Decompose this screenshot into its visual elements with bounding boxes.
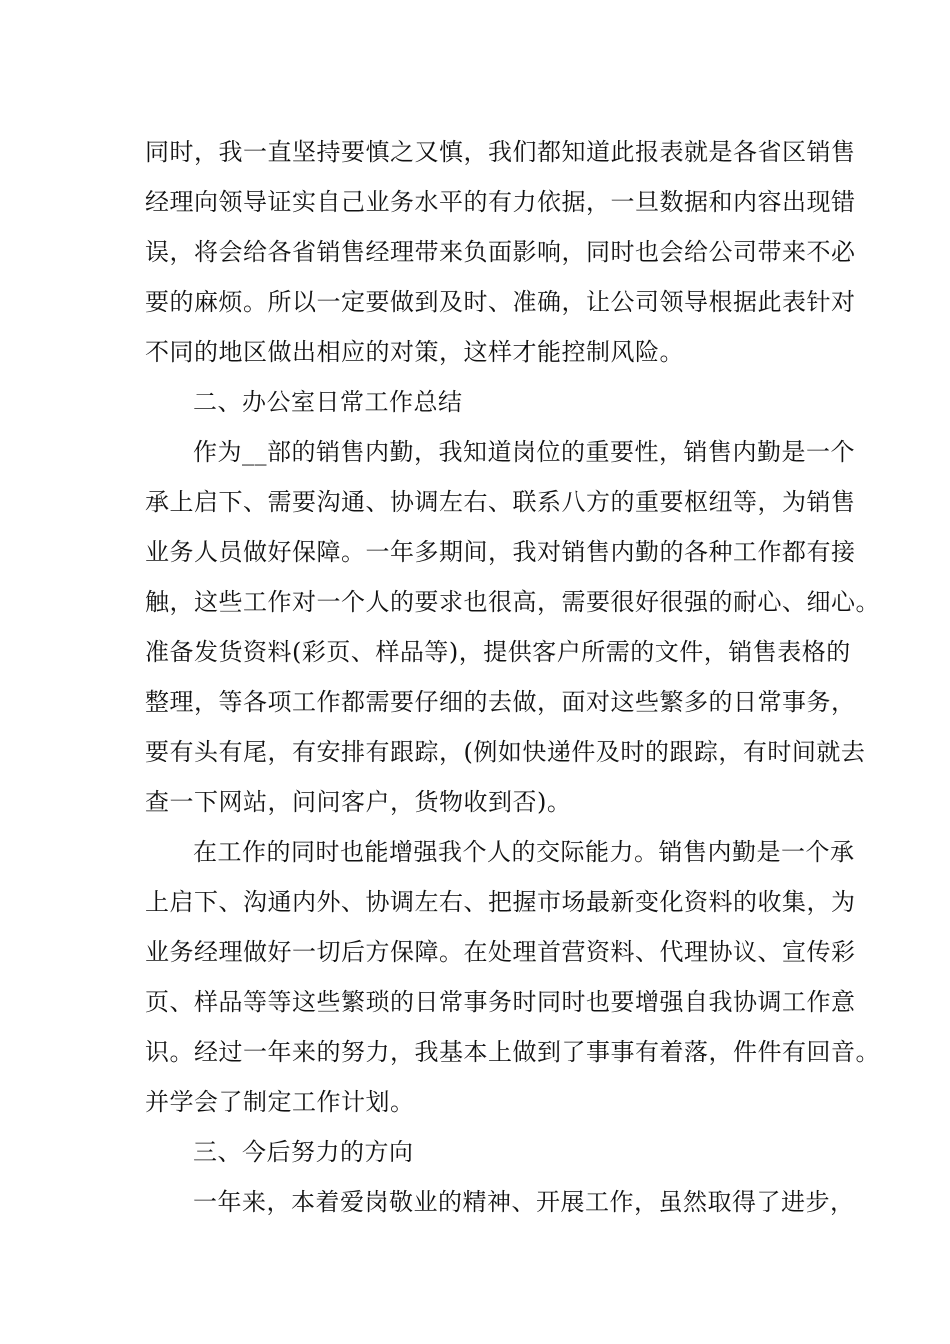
body-text-line: 页、样品等等这些繁琐的日常事务时同时也要增强自我协调工作意 [145,988,856,1016]
section-heading: 三、今后努力的方向 [193,1138,414,1166]
body-text-line: 触，这些工作对一个人的要求也很高，需要很好很强的耐心、细心。 [145,588,880,616]
body-text-line: 业务经理做好一切后方保障。在处理首营资料、代理协议、宣传彩 [145,938,856,966]
body-text-line: 误，将会给各省销售经理带来负面影响，同时也会给公司带来不必 [145,238,856,266]
body-text-line: 经理向领导证实自己业务水平的有力依据，一旦数据和内容出现错 [145,188,856,216]
body-text-line: 要的麻烦。所以一定要做到及时、准确，让公司领导根据此表针对 [145,288,856,316]
body-text-line: 承上启下、需要沟通、协调左右、联系八方的重要枢纽等，为销售 [145,488,856,516]
body-text-line: 要有头有尾，有安排有跟踪，(例如快递件及时的跟踪，有时间就去 [145,738,866,766]
body-text-line: 并学会了制定工作计划。 [145,1088,415,1116]
body-text-line: 作为__部的销售内勤，我知道岗位的重要性，销售内勤是一个 [193,438,855,466]
body-text-line: 查一下网站，问问客户，货物收到否)。 [145,788,572,816]
body-text-line: 不同的地区做出相应的对策，这样才能控制风险。 [145,338,684,366]
body-text-line: 一年来，本着爱岗敬业的精神、开展工作，虽然取得了进步， [193,1188,855,1216]
body-text-line: 准备发货资料(彩页、样品等)，提供客户所需的文件，销售表格的 [145,638,851,666]
body-text-line: 业务人员做好保障。一年多期间，我对销售内勤的各种工作都有接 [145,538,856,566]
body-text-line: 识。经过一年来的努力，我基本上做到了事事有着落，件件有回音。 [145,1038,880,1066]
body-text-line: 上启下、沟通内外、协调左右、把握市场最新变化资料的收集，为 [145,888,856,916]
body-text-line: 整理，等各项工作都需要仔细的去做，面对这些繁多的日常事务， [145,688,856,716]
section-heading: 二、办公室日常工作总结 [193,388,463,416]
body-text-line: 同时，我一直坚持要慎之又慎，我们都知道此报表就是各省区销售 [145,138,856,166]
body-text-line: 在工作的同时也能增强我个人的交际能力。销售内勤是一个承 [193,838,855,866]
